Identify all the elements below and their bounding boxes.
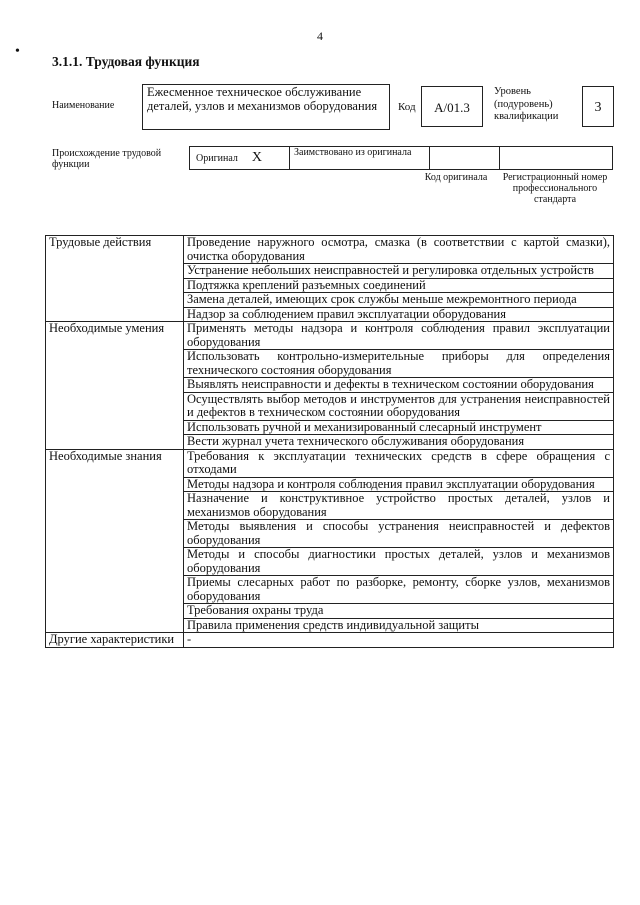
- origin-original-cell: [190, 147, 290, 169]
- section-item: Методы надзора и контроля соблюдения правил эксплуатации оборудования: [184, 477, 614, 492]
- section-item: Замена деталей, имеющих срок службы меньше межремонтного периода: [184, 293, 614, 308]
- table-row: [46, 236, 614, 264]
- section-item: Подтяжка креплений разъемных соединений: [184, 278, 614, 293]
- level-label: Уровень (подуровень) квалификации: [494, 86, 559, 122]
- section-item: Вести журнал учета технического обслуживания оборудования: [184, 435, 614, 450]
- section-label: Необходимые умения: [46, 322, 184, 450]
- section-item: Выявлять неисправности и дефекты в техническом состоянии оборудования: [184, 378, 614, 393]
- table-row: [46, 449, 614, 477]
- section-label: Другие характеристики: [46, 633, 184, 648]
- section-item: Применять методы надзора и контроля соблюдения правил эксплуатации оборудования: [184, 322, 614, 350]
- section-label: Необходимые знания: [46, 449, 184, 633]
- table-row: [46, 633, 614, 648]
- code-caption: Код оригинала: [424, 172, 488, 183]
- level-value-box: 3: [582, 86, 614, 127]
- section-label: Трудовые действия: [46, 236, 184, 322]
- section-item: Использовать контрольно-измерительные приборы для определения технического состояния оборудования: [184, 350, 614, 378]
- name-label: Наименование: [52, 100, 115, 111]
- origin-label: Происхождение трудовой функции: [52, 148, 162, 170]
- section-item: Требования охраны труда: [184, 604, 614, 619]
- section-item: Осуществлять выбор методов и инструментов для устранения неисправностей и дефектов в техническом состоянии оборудования: [184, 392, 614, 420]
- section-item: Устранение небольших неисправностей и регулировка отдельных устройств: [184, 264, 614, 279]
- borrowed-label: Заимствовано из оригинала: [290, 147, 430, 169]
- table-row: [46, 322, 614, 350]
- reg-caption: Регистрационный номер профессионального стандарта: [502, 172, 608, 205]
- function-table: [45, 235, 614, 648]
- section-item: Методы и способы диагностики простых деталей, узлов и механизмов оборудования: [184, 548, 614, 576]
- original-label: Оригинал: [196, 152, 238, 164]
- margin-mark: •: [15, 44, 20, 59]
- original-mark: X: [251, 150, 263, 165]
- section-item: Методы выявления и способы устранения неисправностей и дефектов оборудования: [184, 520, 614, 548]
- section-item: Приемы слесарных работ по разборке, ремонту, сборке узлов, механизмов оборудования: [184, 576, 614, 604]
- section-item: Использовать ручной и механизированный слесарный инструмент: [184, 420, 614, 435]
- origin-row: [189, 146, 613, 170]
- origin-code-cell: [430, 147, 500, 169]
- section-item: -: [184, 633, 614, 648]
- section-item: Надзор за соблюдением правил эксплуатации оборудования: [184, 307, 614, 322]
- section-item: Проведение наружного осмотра, смазка (в соответствии с картой смазки), очистка оборудования: [184, 236, 614, 264]
- section-item: Назначение и конструктивное устройство простых деталей, узлов и механизмов оборудования: [184, 492, 614, 520]
- section-item: Правила применения средств индивидуальной защиты: [184, 618, 614, 633]
- code-value-box: A/01.3: [421, 86, 483, 127]
- origin-reg-cell: [500, 147, 612, 169]
- section-title: 3.1.1. Трудовая функция: [52, 54, 200, 69]
- code-label: Код: [398, 101, 416, 113]
- section-item: Требования к эксплуатации технических средств в сфере обращения с отходами: [184, 449, 614, 477]
- page-number: 4: [317, 29, 323, 43]
- name-value-box: Ежесменное техническое обслуживание деталей, узлов и механизмов оборудования: [142, 84, 390, 130]
